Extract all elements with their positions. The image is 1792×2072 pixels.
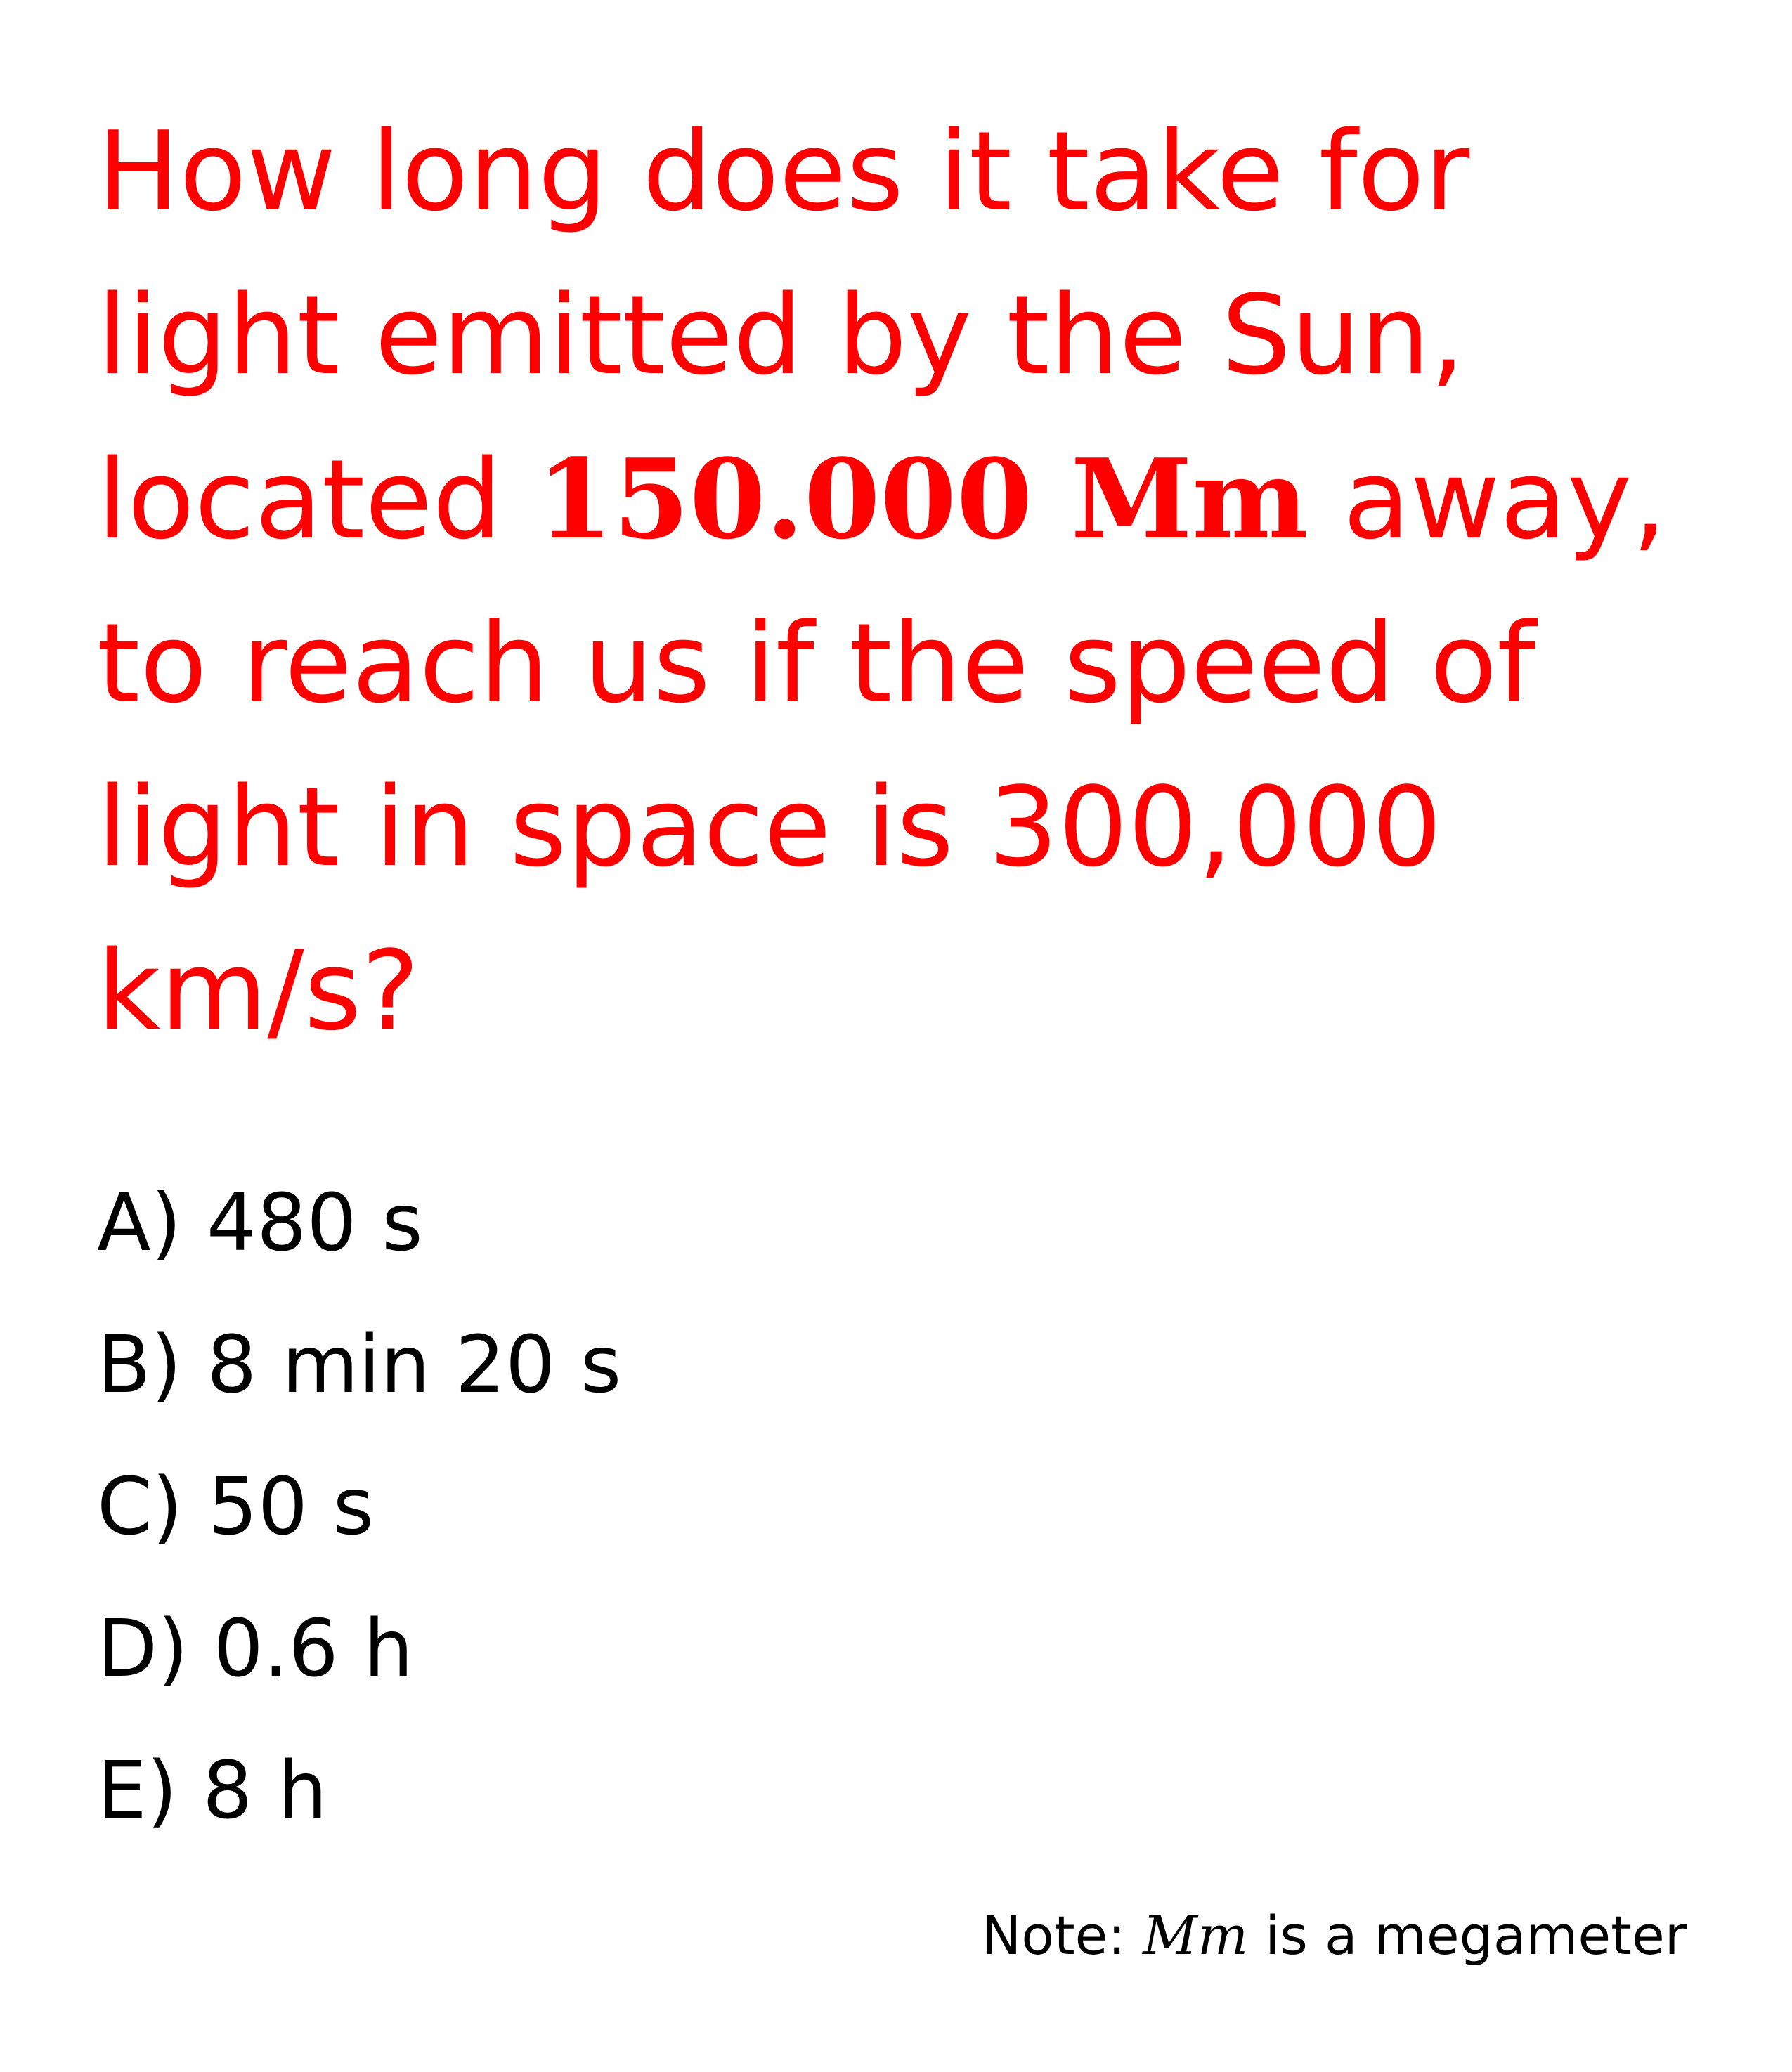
option-b: B) 8 min 20 s [97,1320,622,1411]
question-line-1: How long does it take for [97,107,1470,235]
question-text [97,90,1713,1073]
option-c: C) 50 s [97,1461,374,1553]
question-line-3-after: away, [1308,436,1667,563]
answer-options [97,1152,621,1862]
distance-value: 150.000 Mm [536,435,1309,563]
question-line-5: light in space is 300,000 [97,763,1442,891]
question-line-6: km/s? [97,927,420,1055]
question-line-3-before: located [97,436,537,563]
footnote [981,1897,1687,1974]
option-e: E) 8 h [97,1745,327,1837]
question-line-4: to reach us if the speed of [97,599,1536,727]
question-line-3 [97,417,1713,582]
option-d: D) 0.6 h [97,1603,414,1695]
question-line-2: light emitted by the Sun, [97,271,1465,399]
footnote-suffix: is a megameter [1248,1904,1687,1967]
option-a: A) 480 s [97,1178,423,1269]
footnote-prefix: Note: [981,1904,1143,1967]
footnote-math: Mm [1143,1904,1249,1967]
